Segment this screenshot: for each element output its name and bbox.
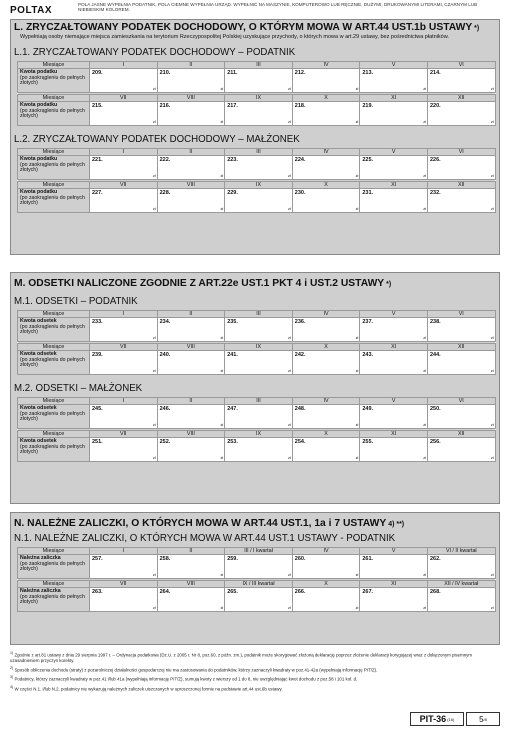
month-header: IX / III kwartał [225, 581, 293, 588]
field-239[interactable]: 239. zł [90, 351, 158, 375]
month-header: VII [90, 182, 158, 189]
field-229[interactable]: 229. zł [225, 189, 293, 213]
month-header: VI [427, 62, 495, 69]
months-label: Miesiące [18, 581, 90, 588]
field-221[interactable]: 221. zł [90, 156, 158, 180]
field-235[interactable]: 235. zł [225, 318, 293, 342]
row-label: Kwota odsetek (po zaokrągleniu do pełnych złotych) [18, 405, 90, 429]
month-header: V [360, 398, 428, 405]
footnote-4: $^{4)}$ W części N.1. i/lub N.2. podatnicy nie wykazują należnych zaliczek uiszczanych w uproszczonej formie na podstawie art.44 ust.6b ustawy. [10, 684, 283, 692]
month-header: IX [225, 95, 293, 102]
month-header: II [157, 548, 225, 555]
month-header: II [157, 149, 225, 156]
month-header: VIII [157, 431, 225, 438]
row-label: Kwota odsetek (po zaokrągleniu do pełnych złotych) [18, 438, 90, 462]
month-header: XII [427, 182, 495, 189]
page-number: 5 [479, 714, 484, 724]
l1-table [17, 61, 496, 126]
months-label: Miesiące [18, 431, 90, 438]
months-label: Miesiące [18, 95, 90, 102]
form-id-box [410, 712, 464, 726]
month-header: I [90, 62, 158, 69]
month-header: VII [90, 431, 158, 438]
month-header: III [225, 149, 293, 156]
form-version: (16) [447, 716, 455, 722]
month-header: XII [427, 431, 495, 438]
field-233[interactable]: 233. zł [90, 318, 158, 342]
field-252[interactable]: 252. zł [157, 438, 225, 462]
row-label: Kwota podatku (po zaokrągleniu do pełnych złotych) [18, 102, 90, 126]
m2-table [17, 397, 496, 462]
month-header: III [225, 62, 293, 69]
month-header: VII [90, 95, 158, 102]
field-256[interactable]: 256. zł [427, 438, 495, 462]
field-260[interactable]: 260. zł [292, 555, 360, 579]
field-253[interactable]: 253. zł [225, 438, 293, 462]
section-n1-title: N.1. NALEŻNE ZALICZKI, O KTÓRYCH MOWA W ART.44 UST.1 USTAWY - PODATNIK [14, 533, 396, 544]
field-223[interactable]: 223. zł [225, 156, 293, 180]
month-header: IX [225, 431, 293, 438]
month-header: IX [225, 344, 293, 351]
field-248[interactable]: 248. zł [292, 405, 360, 429]
field-268[interactable]: 268. zł [427, 588, 495, 612]
row-label: Kwota odsetek (po zaokrągleniu do pełnych złotych) [18, 351, 90, 375]
month-header: II [157, 62, 225, 69]
form-name: PIT-36 [419, 714, 447, 724]
month-header: VI [427, 311, 495, 318]
section-l2-title: L.2. ZRYCZAŁTOWANY PODATEK DOCHODOWY – MAŁŻONEK [14, 134, 300, 145]
m1-table [17, 310, 496, 375]
section-m2-title: M.2. ODSETKI – MAŁŻONEK [14, 383, 143, 394]
field-232[interactable]: 232. zł [427, 189, 495, 213]
field-243[interactable]: 243. zł [360, 351, 428, 375]
month-header: V [360, 311, 428, 318]
months-label: Miesiące [18, 149, 90, 156]
field-242[interactable]: 242. zł [292, 351, 360, 375]
field-245[interactable]: 245. zł [90, 405, 158, 429]
month-header: I [90, 548, 158, 555]
month-header: IV [292, 548, 360, 555]
field-259[interactable]: 259. zł [225, 555, 293, 579]
month-header: III [225, 398, 293, 405]
field-264[interactable]: 264. zł [157, 588, 225, 612]
field-216[interactable]: 216. zł [157, 102, 225, 126]
footnote-1: $^{1)}$ Zgodnie z art.81 ustawy z dnia 29 sierpnia 1997 r. – Ordynacja podatkowa (Dz.U. z 2005 r. Nr 8, poz.60, z późn. zm.), podatnik może skorygować złożoną deklarację poprzez złożenie deklaracji korygującej wraz z dołączonym pisemnym uzasadnieniem przyczyn korekty. [10, 651, 473, 663]
section-n-title: N. NALEŻNE ZALICZKI, O KTÓRYCH MOWA W ART.44 UST.1, 1a i 7 USTAWY 4) **) [14, 518, 405, 529]
section-l [10, 19, 500, 255]
section-m-title: M. ODSETKI NALICZONE ZGODNIE Z ART.22e UST.1 PKT 4 i UST.2 USTAWY *) [14, 278, 392, 289]
field-257[interactable]: 257. zł [90, 555, 158, 579]
brand-logo: POLTAX [10, 5, 53, 16]
l2-table [17, 148, 496, 213]
month-header: VII [90, 581, 158, 588]
field-222[interactable]: 222. zł [157, 156, 225, 180]
footnote-2: $^{2)}$ Sposób obliczenia dochodu (straty) z pozarolniczej działalności gospodarczej nie ma zastosowania do podatników, którzy zaznaczyli kwadraty w poz.41-42a (wypełniają informację PIT/Z). [10, 665, 378, 673]
section-l-subtitle: Wypełniają osoby niemające miejsca zamieszkania na terytorium Rzeczypospolitej Polskiej uzyskujące przychody, o których mowa w art.29 ustawy, bez pośrednictwa płatników. [20, 34, 449, 40]
field-261[interactable]: 261. zł [360, 555, 428, 579]
field-217[interactable]: 217. zł [225, 102, 293, 126]
field-258[interactable]: 258. zł [157, 555, 225, 579]
months-label: Miesiące [18, 182, 90, 189]
field-236[interactable]: 236. zł [292, 318, 360, 342]
months-label: Miesiące [18, 62, 90, 69]
months-label: Miesiące [18, 398, 90, 405]
field-266[interactable]: 266. zł [292, 588, 360, 612]
field-225[interactable]: 225. zł [360, 156, 428, 180]
row-label: Należna zaliczka (po zaokrągleniu do pełnych złotych) [18, 588, 90, 612]
n1-table [17, 547, 496, 612]
page-total: /8 [483, 716, 487, 722]
field-226[interactable]: 226. zł [427, 156, 495, 180]
page-number-box [466, 712, 500, 726]
month-header: V [360, 548, 428, 555]
field-215[interactable]: 215. zł [90, 102, 158, 126]
field-212[interactable]: 212. zł [292, 69, 360, 93]
month-header: VI / II kwartał [427, 548, 495, 555]
month-header: X [292, 182, 360, 189]
field-241[interactable]: 241. zł [225, 351, 293, 375]
footnotes [10, 651, 495, 694]
month-header: I [90, 398, 158, 405]
field-230[interactable]: 230. zł [292, 189, 360, 213]
field-240[interactable]: 240. zł [157, 351, 225, 375]
months-label: Miesiące [18, 548, 90, 555]
month-header: I [90, 149, 158, 156]
field-211[interactable]: 211. zł [225, 69, 293, 93]
month-header: XI [360, 95, 428, 102]
field-220[interactable]: 220. zł [427, 102, 495, 126]
month-header: IV [292, 398, 360, 405]
month-header: VIII [157, 344, 225, 351]
field-262[interactable]: 262. zł [427, 555, 495, 579]
month-header: II [157, 398, 225, 405]
row-label: Kwota podatku (po zaokrągleniu do pełnych złotych) [18, 69, 90, 93]
month-header: IV [292, 62, 360, 69]
field-249[interactable]: 249. zł [360, 405, 428, 429]
field-219[interactable]: 219. zł [360, 102, 428, 126]
month-header: V [360, 149, 428, 156]
month-header: IV [292, 311, 360, 318]
month-header: III [225, 311, 293, 318]
month-header: I [90, 311, 158, 318]
month-header: XII [427, 344, 495, 351]
month-header: VI [427, 398, 495, 405]
month-header: XI [360, 581, 428, 588]
field-263[interactable]: 263. zł [90, 588, 158, 612]
field-254[interactable]: 254. zł [292, 438, 360, 462]
row-label: Kwota odsetek (po zaokrągleniu do pełnych złotych) [18, 318, 90, 342]
field-250[interactable]: 250. zł [427, 405, 495, 429]
fill-instructions: POLA JASNE WYPEŁNIA PODATNIK, POLA CIEMNE WYPEŁNIA URZĄD. WYPEŁNIĆ NA MASZYNIE, KOMPUTEROWO LUB RĘCZNIE, DUŻYMI, DRUKOWANYMI LITERAMI, CZARNYM LUB NIEBIESKIM KOLOREM. [78, 2, 478, 13]
month-header: XI [360, 431, 428, 438]
month-header: XII / IV kwartał [427, 581, 495, 588]
field-224[interactable]: 224. zł [292, 156, 360, 180]
month-header: X [292, 95, 360, 102]
month-header: X [292, 431, 360, 438]
section-l-title: L. ZRYCZAŁTOWANY PODATEK DOCHODOWY, O KTÓRYM MOWA W ART.44 UST.1b USTAWY *) [14, 22, 480, 33]
month-header: X [292, 344, 360, 351]
month-header: II [157, 311, 225, 318]
section-n [10, 512, 500, 645]
month-header: VIII [157, 182, 225, 189]
field-213[interactable]: 213. zł [360, 69, 428, 93]
field-251[interactable]: 251. zł [90, 438, 158, 462]
section-l1-title: L.1. ZRYCZAŁTOWANY PODATEK DOCHODOWY – PODATNIK [14, 47, 296, 58]
header [10, 2, 500, 18]
field-218[interactable]: 218. zł [292, 102, 360, 126]
footnote-3: $^{3)}$ Podatnicy, którzy zaznaczyli kwadraty w poz.41 i/lub 41a (wypełniają informację PIT/Z), sumują kwoty z wierszy od 1 do 8, nie uwzględniając kwot dochodu z poz.58 i 101 kol. d. [10, 675, 358, 682]
month-header: XII [427, 95, 495, 102]
row-label: Kwota podatku (po zaokrągleniu do pełnych złotych) [18, 156, 90, 180]
month-header: IX [225, 182, 293, 189]
field-237[interactable]: 237. zł [360, 318, 428, 342]
month-header: XI [360, 182, 428, 189]
month-header: VIII [157, 581, 225, 588]
field-234[interactable]: 234. zł [157, 318, 225, 342]
field-265[interactable]: 265. zł [225, 588, 293, 612]
field-227[interactable]: 227. zł [90, 189, 158, 213]
field-267[interactable]: 267. zł [360, 588, 428, 612]
field-214[interactable]: 214. zł [427, 69, 495, 93]
month-header: XI [360, 344, 428, 351]
month-header: III / I kwartał [225, 548, 293, 555]
field-238[interactable]: 238. zł [427, 318, 495, 342]
field-231[interactable]: 231. zł [360, 189, 428, 213]
month-header: IV [292, 149, 360, 156]
months-label: Miesiące [18, 344, 90, 351]
month-header: VII [90, 344, 158, 351]
field-255[interactable]: 255. zł [360, 438, 428, 462]
field-244[interactable]: 244. zł [427, 351, 495, 375]
field-209[interactable]: 209. zł [90, 69, 158, 93]
field-247[interactable]: 247. zł [225, 405, 293, 429]
field-210[interactable]: 210. zł [157, 69, 225, 93]
row-label: Należna zaliczka (po zaokrągleniu do pełnych złotych) [18, 555, 90, 579]
month-header: VIII [157, 95, 225, 102]
months-label: Miesiące [18, 311, 90, 318]
row-label: Kwota podatku (po zaokrągleniu do pełnych złotych) [18, 189, 90, 213]
field-228[interactable]: 228. zł [157, 189, 225, 213]
month-header: VI [427, 149, 495, 156]
section-m [10, 272, 500, 504]
month-header: V [360, 62, 428, 69]
field-246[interactable]: 246. zł [157, 405, 225, 429]
month-header: X [292, 581, 360, 588]
section-m1-title: M.1. ODSETKI – PODATNIK [14, 296, 138, 307]
